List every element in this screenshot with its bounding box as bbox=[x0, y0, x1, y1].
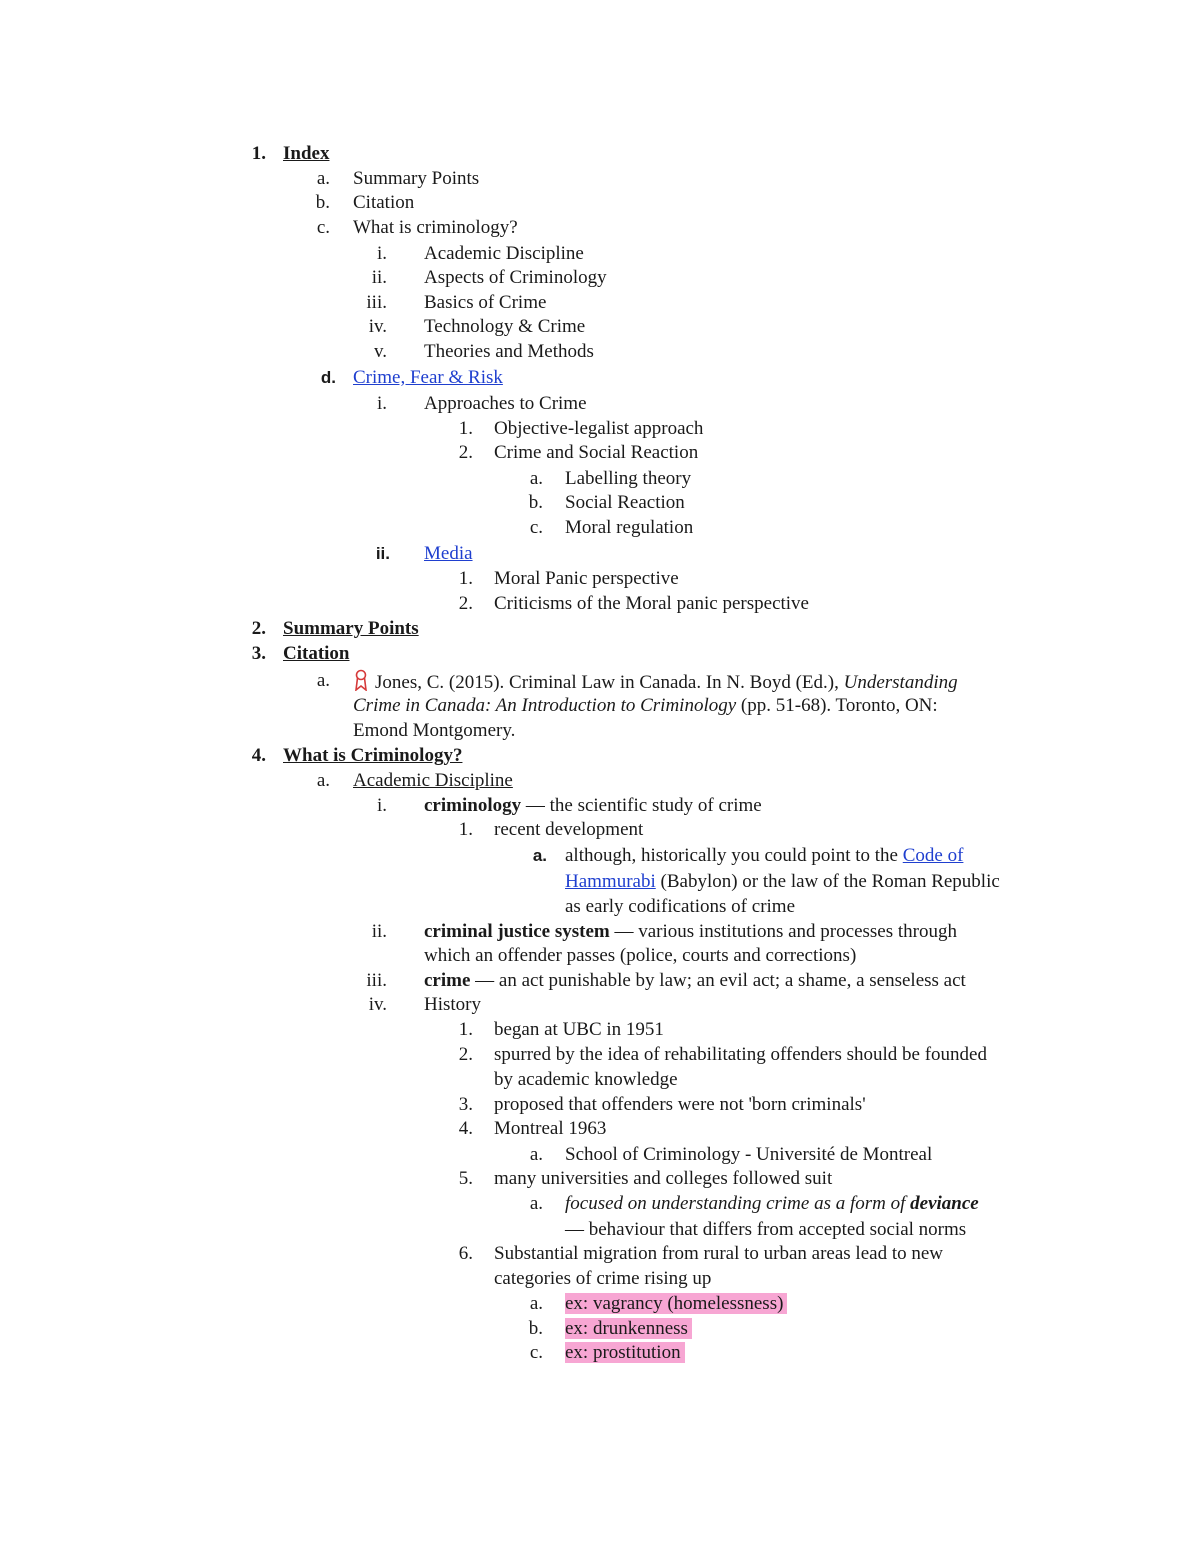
list-marker: c. bbox=[316, 217, 330, 238]
index-subitem: Basics of Crime bbox=[424, 292, 547, 313]
history-item: spurred by the idea of rehabilitating offenders should be founded bbox=[494, 1044, 987, 1065]
index-subitem: Social Reaction bbox=[565, 492, 685, 513]
media-link[interactable]: Media bbox=[424, 543, 473, 564]
note-item-continued bbox=[565, 870, 1000, 894]
list-marker: ii. bbox=[371, 921, 387, 942]
list-marker: iv. bbox=[368, 994, 387, 1015]
history-item: Montreal 1963 bbox=[494, 1118, 607, 1139]
list-marker: i. bbox=[376, 795, 387, 816]
list-marker: a. bbox=[316, 670, 330, 691]
list-marker: 1. bbox=[458, 819, 473, 840]
index-subitem: Moral regulation bbox=[565, 517, 694, 538]
index-subitem: Technology & Crime bbox=[424, 316, 586, 337]
list-marker: 5. bbox=[458, 1168, 473, 1189]
history-subitem-continued: — behaviour that differs from accepted social norms bbox=[565, 1219, 967, 1240]
list-marker: a. bbox=[316, 168, 330, 189]
note-item: recent development bbox=[494, 819, 644, 840]
index-subitem: Moral Panic perspective bbox=[494, 568, 679, 589]
list-marker: iii. bbox=[366, 970, 387, 991]
list-marker: c. bbox=[529, 1342, 543, 1363]
list-marker: i. bbox=[376, 243, 387, 264]
history-item: began at UBC in 1951 bbox=[494, 1019, 664, 1040]
list-marker: a. bbox=[529, 1193, 543, 1214]
list-marker: 1. bbox=[458, 568, 473, 589]
history-item-continued: by academic knowledge bbox=[494, 1069, 678, 1090]
list-marker: iv. bbox=[368, 316, 387, 337]
list-marker: 3. bbox=[458, 1094, 473, 1115]
list-marker: c. bbox=[529, 517, 543, 538]
definition-crime bbox=[424, 969, 966, 993]
list-number: 1. bbox=[251, 143, 266, 164]
definition: — an act punishable by law; an evil act; a shame, a senseless act bbox=[470, 970, 966, 991]
history-item: Substantial migration from rural to urban areas lead to new bbox=[494, 1243, 944, 1264]
index-subitem: Academic Discipline bbox=[424, 243, 584, 264]
history-item-continued: categories of crime rising up bbox=[494, 1268, 712, 1289]
history-subitem: School of Criminology - Université de Montreal bbox=[565, 1144, 933, 1165]
history-subitem bbox=[565, 1192, 979, 1216]
citation-text: (pp. 51-68). Toronto, ON: bbox=[736, 695, 938, 716]
citation-book-title: Crime in Canada: An Introduction to Criminology bbox=[353, 695, 737, 716]
section-heading-citation: Citation bbox=[283, 643, 350, 664]
list-marker: v. bbox=[373, 341, 387, 362]
hammurabi-link[interactable]: Hammurabi bbox=[565, 871, 656, 892]
highlighted-example bbox=[565, 1317, 692, 1341]
list-marker: ii. bbox=[375, 544, 390, 563]
list-marker: i. bbox=[376, 393, 387, 414]
note-item-continued: as early codifications of crime bbox=[565, 896, 796, 917]
index-subitem: Labelling theory bbox=[565, 468, 692, 489]
list-marker: ii. bbox=[371, 267, 387, 288]
list-marker: a. bbox=[529, 468, 543, 489]
list-marker: b. bbox=[528, 1318, 543, 1339]
index-subitem: Crime and Social Reaction bbox=[494, 442, 699, 463]
list-marker: a. bbox=[316, 770, 330, 791]
section-heading-summary: Summary Points bbox=[283, 618, 419, 639]
list-number: 4. bbox=[251, 745, 266, 766]
citation-line-3: Emond Montgomery. bbox=[353, 720, 516, 741]
list-marker: 1. bbox=[458, 1019, 473, 1040]
list-marker: b. bbox=[315, 192, 330, 213]
highlighted-example bbox=[565, 1292, 787, 1316]
highlighted-example bbox=[565, 1341, 685, 1365]
crime-fear-risk-link[interactable]: Crime, Fear & Risk bbox=[353, 367, 503, 388]
list-marker: iii. bbox=[366, 292, 387, 313]
section-heading-criminology: What is Criminology? bbox=[283, 745, 463, 766]
term-deviance: deviance bbox=[910, 1193, 979, 1214]
citation-text: Jones, C. (2015). Criminal Law in Canada. In N. Boyd (Ed.), bbox=[375, 672, 844, 693]
list-number: 2. bbox=[251, 618, 266, 639]
hammurabi-link[interactable]: Code of bbox=[902, 845, 964, 866]
section-heading-index: Index bbox=[283, 143, 330, 164]
history-item: many universities and colleges followed suit bbox=[494, 1168, 833, 1189]
citation-line-1 bbox=[353, 669, 958, 695]
list-marker: a. bbox=[529, 1144, 543, 1165]
definition-criminology bbox=[424, 794, 762, 818]
subheading-academic-discipline: Academic Discipline bbox=[353, 770, 513, 791]
index-item-citation: Citation bbox=[353, 192, 415, 213]
note-item bbox=[565, 844, 963, 868]
term: criminology bbox=[424, 795, 522, 816]
list-marker: 2. bbox=[458, 593, 473, 614]
definition: — various institutions and processes through bbox=[609, 921, 957, 942]
index-subitem: Theories and Methods bbox=[424, 341, 594, 362]
note-text: (Babylon) or the law of the Roman Republic bbox=[655, 871, 1000, 892]
index-item-criminology: What is criminology? bbox=[353, 217, 518, 238]
highlight: ex: drunkenness bbox=[565, 1318, 692, 1339]
index-subitem: Criticisms of the Moral panic perspective bbox=[494, 593, 809, 614]
list-marker: b. bbox=[528, 492, 543, 513]
note-text: although, historically you could point to the bbox=[565, 845, 903, 866]
list-number: 3. bbox=[251, 643, 266, 664]
list-marker: a. bbox=[529, 1293, 543, 1314]
term: criminal justice system bbox=[424, 921, 610, 942]
list-marker: 1. bbox=[458, 418, 473, 439]
list-marker: 4. bbox=[458, 1118, 473, 1139]
highlight: ex: vagrancy (homelessness) bbox=[565, 1293, 787, 1314]
list-marker: d. bbox=[320, 368, 336, 387]
list-marker: 2. bbox=[458, 442, 473, 463]
definition-continued: which an offender passes (police, courts and corrections) bbox=[424, 945, 857, 966]
citation-line-2 bbox=[353, 694, 938, 718]
definition: — the scientific study of crime bbox=[521, 795, 762, 816]
list-marker: 2. bbox=[458, 1044, 473, 1065]
index-item-summary: Summary Points bbox=[353, 168, 480, 189]
highlight: ex: prostitution bbox=[565, 1342, 685, 1363]
note-italic: focused on understanding crime as a form of bbox=[565, 1193, 911, 1214]
citation-book-title: Understanding bbox=[843, 672, 958, 693]
index-subitem: Aspects of Criminology bbox=[424, 267, 607, 288]
history-item: proposed that offenders were not 'born criminals' bbox=[494, 1094, 866, 1115]
term: crime bbox=[424, 970, 471, 991]
index-subitem: Approaches to Crime bbox=[424, 393, 587, 414]
list-marker: a. bbox=[532, 846, 547, 865]
definition-cjs bbox=[424, 920, 957, 944]
index-subitem: Objective-legalist approach bbox=[494, 418, 704, 439]
history-heading: History bbox=[424, 994, 481, 1015]
citation-ribbon-icon bbox=[353, 669, 369, 691]
list-marker: 6. bbox=[458, 1243, 473, 1264]
